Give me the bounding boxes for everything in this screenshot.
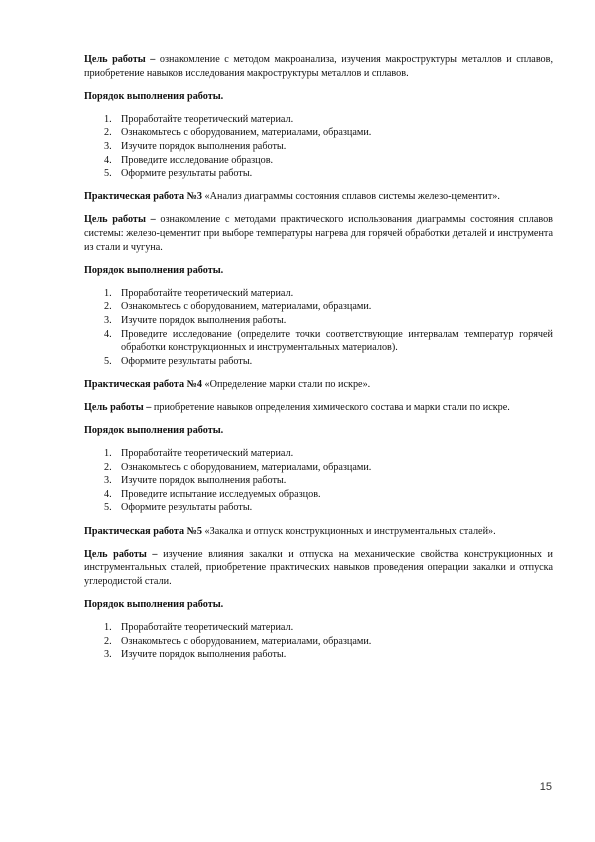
paragraph xyxy=(84,525,553,539)
list-item-number: 1. xyxy=(104,113,112,125)
paragraph-text: приобретение навыков определения химического состава и марки стали по искре. xyxy=(151,401,510,413)
steps-list xyxy=(84,287,553,369)
list-item xyxy=(84,501,553,515)
paragraph-lead: Практическая работа №4 xyxy=(84,378,202,390)
paragraph xyxy=(84,213,553,254)
list-item-number: 2. xyxy=(104,635,112,647)
list-item xyxy=(84,300,553,314)
paragraph-text: ознакомление с методом макроанализа, изучения макроструктуры металлов и сплавов, приобретение навыков исследования макроструктуры металлов и сплавов. xyxy=(84,54,554,79)
paragraph-lead: Цель работы – xyxy=(84,54,156,65)
steps-list xyxy=(84,113,553,181)
paragraph-lead: Цель работы – xyxy=(84,401,152,413)
list-item-number: 1. xyxy=(104,287,112,299)
list-item xyxy=(84,328,553,355)
list-item-number: 3. xyxy=(104,649,112,661)
list-item-number: 2. xyxy=(104,301,112,313)
paragraph xyxy=(84,190,553,204)
paragraph-text: «Закалка и отпуск конструкционных и инструментальных сталей». xyxy=(202,525,496,537)
list-item xyxy=(84,113,553,127)
list-item-text: Изучите порядок выполнения работы. xyxy=(121,314,287,326)
list-item xyxy=(84,461,553,475)
list-item-number: 5. xyxy=(104,502,112,514)
list-item xyxy=(84,447,553,461)
steps-list xyxy=(84,621,553,662)
paragraph xyxy=(84,53,553,80)
list-item-text: Проведите исследование (определите точки соответствующие интервалам температур горячей обработки конструкционных и инструментальных материалов). xyxy=(121,328,553,354)
paragraph xyxy=(84,401,553,415)
section-heading: Порядок выполнения работы. xyxy=(84,424,224,436)
list-item xyxy=(84,287,553,301)
list-item xyxy=(84,488,553,502)
list-item-number: 3. xyxy=(104,140,112,152)
list-item-text: Ознакомьтесь с оборудованием, материалами, образцами. xyxy=(121,635,372,647)
list-item xyxy=(84,154,553,168)
list-item-number: 3. xyxy=(104,475,112,487)
list-item-text: Проработайте теоретический материал. xyxy=(121,622,294,633)
list-item-text: Оформите результаты работы. xyxy=(121,355,253,367)
section-heading: Порядок выполнения работы. xyxy=(84,598,224,610)
paragraph-text: «Анализ диаграммы состояния сплавов системы железо-цементит». xyxy=(202,191,500,203)
list-item-text: Ознакомьтесь с оборудованием, материалами, образцами. xyxy=(121,127,372,139)
paragraph-text: «Определение марки стали по искре». xyxy=(202,378,371,390)
list-item-number: 1. xyxy=(104,448,112,460)
list-item-text: Проработайте теоретический материал. xyxy=(121,448,294,460)
list-item-text: Ознакомьтесь с оборудованием, материалами, образцами. xyxy=(121,461,372,473)
section-heading: Порядок выполнения работы. xyxy=(84,264,224,276)
page-content xyxy=(84,53,553,671)
paragraph-text: изучение влияния закалки и отпуска на механические свойства конструкционных и инструментальных сталей, приобретение практических навыков проведения операции закалки и отпуска углеродистой стали. xyxy=(84,548,554,587)
list-item-number: 2. xyxy=(104,127,112,139)
paragraph-lead: Цель работы – xyxy=(84,214,156,226)
list-item-number: 5. xyxy=(104,168,112,180)
list-item xyxy=(84,355,553,369)
list-item-text: Проведите испытание исследуемых образцов. xyxy=(121,488,321,500)
list-item xyxy=(84,314,553,328)
list-item-number: 4. xyxy=(104,488,112,500)
list-item-number: 4. xyxy=(104,328,112,340)
list-item-text: Изучите порядок выполнения работы. xyxy=(121,475,287,487)
list-item-number: 3. xyxy=(104,314,112,326)
list-item-text: Изучите порядок выполнения работы. xyxy=(121,649,287,661)
list-item-text: Проработайте теоретический материал. xyxy=(121,113,294,125)
section-heading: Порядок выполнения работы. xyxy=(84,90,224,102)
list-item xyxy=(84,648,553,662)
list-item xyxy=(84,474,553,488)
list-item-text: Оформите результаты работы. xyxy=(121,168,253,180)
list-item-number: 1. xyxy=(104,622,112,633)
list-item xyxy=(84,621,553,635)
paragraph xyxy=(84,548,553,589)
list-item-text: Ознакомьтесь с оборудованием, материалами, образцами. xyxy=(121,301,372,313)
page-number: 15 xyxy=(539,781,552,793)
list-item xyxy=(84,126,553,140)
list-item-text: Изучите порядок выполнения работы. xyxy=(121,140,287,152)
list-item-text: Оформите результаты работы. xyxy=(121,502,253,514)
paragraph-text: ознакомление с методами практического использования диаграммы состояния сплавов системы: железо-цементит при выборе температуры нагрева для горячей обработки деталей и инструмента из стали и чугуна. xyxy=(84,214,553,253)
paragraph-lead: Практическая работа №5 xyxy=(84,525,202,537)
steps-list xyxy=(84,447,553,515)
paragraph-lead: Практическая работа №3 xyxy=(84,191,202,203)
list-item xyxy=(84,635,553,649)
list-item-number: 2. xyxy=(104,461,112,473)
list-item-text: Проведите исследование образцов. xyxy=(121,154,274,166)
list-item-number: 4. xyxy=(104,154,112,166)
list-item xyxy=(84,140,553,154)
list-item-number: 5. xyxy=(104,355,112,367)
paragraph xyxy=(84,378,553,392)
paragraph-lead: Цель работы – xyxy=(84,548,158,560)
list-item xyxy=(84,167,553,181)
list-item-text: Проработайте теоретический материал. xyxy=(121,287,294,299)
